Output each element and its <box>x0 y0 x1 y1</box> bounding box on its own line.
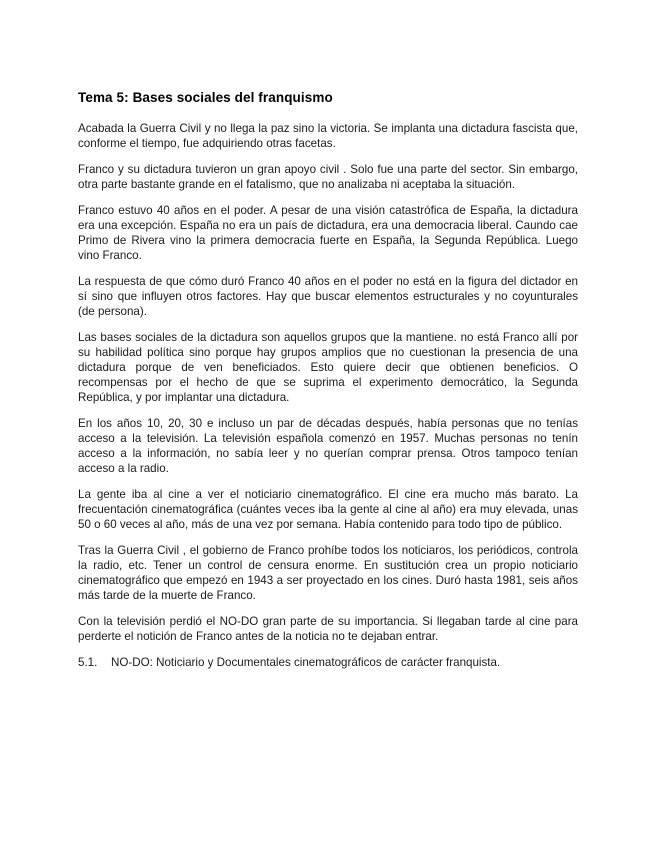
item-number: 5.1. <box>78 656 98 669</box>
paragraph: Con la televisión perdió el NO-DO gran parte de su importancia. Si llegaban tarde al cine para perderte el notición de Franco antes de la noticia no te dejaban entrar. <box>78 615 578 643</box>
item-text: NO-DO: Noticiario y Documentales cinematográficos de carácter franquista. <box>111 656 501 669</box>
numbered-item <box>78 655 578 670</box>
paragraph: En los años 10, 20, 30 e incluso un par de décadas después, había personas que no tenías acceso a la televisión. La televisión española comenzó en 1957. Muchas personas no tenín acceso a la información, no sabía leer y no querían comprar prensa. Otros tampoco tenían acceso a la radio. <box>78 417 578 475</box>
paragraph: Acabada la Guerra Civil y no llega la paz sino la victoria. Se implanta una dictadura fascista que, conforme el tiempo, fue adquiriendo otras facetas. <box>78 122 578 150</box>
paragraph: Franco y su dictadura tuvieron un gran apoyo civil . Solo fue una parte del sector. Sin embargo, otra parte bastante grande en el fatalismo, que no analizaba ni aceptaba la situación. <box>78 163 578 191</box>
document-title: Tema 5: Bases sociales del franquismo <box>78 90 333 105</box>
paragraph: La respuesta de que cómo duró Franco 40 años en el poder no está en la figura del dictador en sí sino que influyen otros factores. Hay que buscar elementos estructurales y no coyunturales (de persona). <box>78 275 578 318</box>
paragraph: Las bases sociales de la dictadura son aquellos grupos que la mantiene. no está Franco allí por su habilidad política sino porque hay grupos amplios que no cuestionan la presencia de una dictadura porque de ven beneficiados. Esto quiere decir que obtienen beneficios. O recompensas por el hecho de que se suprima el experimento democrático, la Segunda República, y por implantar una dictadura. <box>78 331 578 404</box>
paragraph: Tras la Guerra Civil , el gobierno de Franco prohíbe todos los noticiaros, los periódicos, controla la radio, etc. Tener un control de censura enorme. En sustitución crea un propio noticiario cinematográfico que empezó en 1943 a ser proyectado en los cines. Duró hasta 1981, seis años más tarde de la muerte de Franco. <box>78 544 578 602</box>
paragraph: Franco estuvo 40 años en el poder. A pesar de una visión catastrófica de España, la dictadura era una excepción. España no era un país de dictadura, era una democracia liberal. Caundo cae Primo de Rivera vino la primera democracia fuerte en España, la Segunda República. Luego vino Franco. <box>78 204 578 262</box>
paragraph: La gente iba al cine a ver el noticiario cinematográfico. El cine era mucho más barato. La frecuentación cinematográfica (cuántes veces iba la gente al cine al año) era muy elevada, unas 50 o 60 veces al año, más de una vez por semana. Había contenido para todo tipo de público. <box>78 488 578 531</box>
